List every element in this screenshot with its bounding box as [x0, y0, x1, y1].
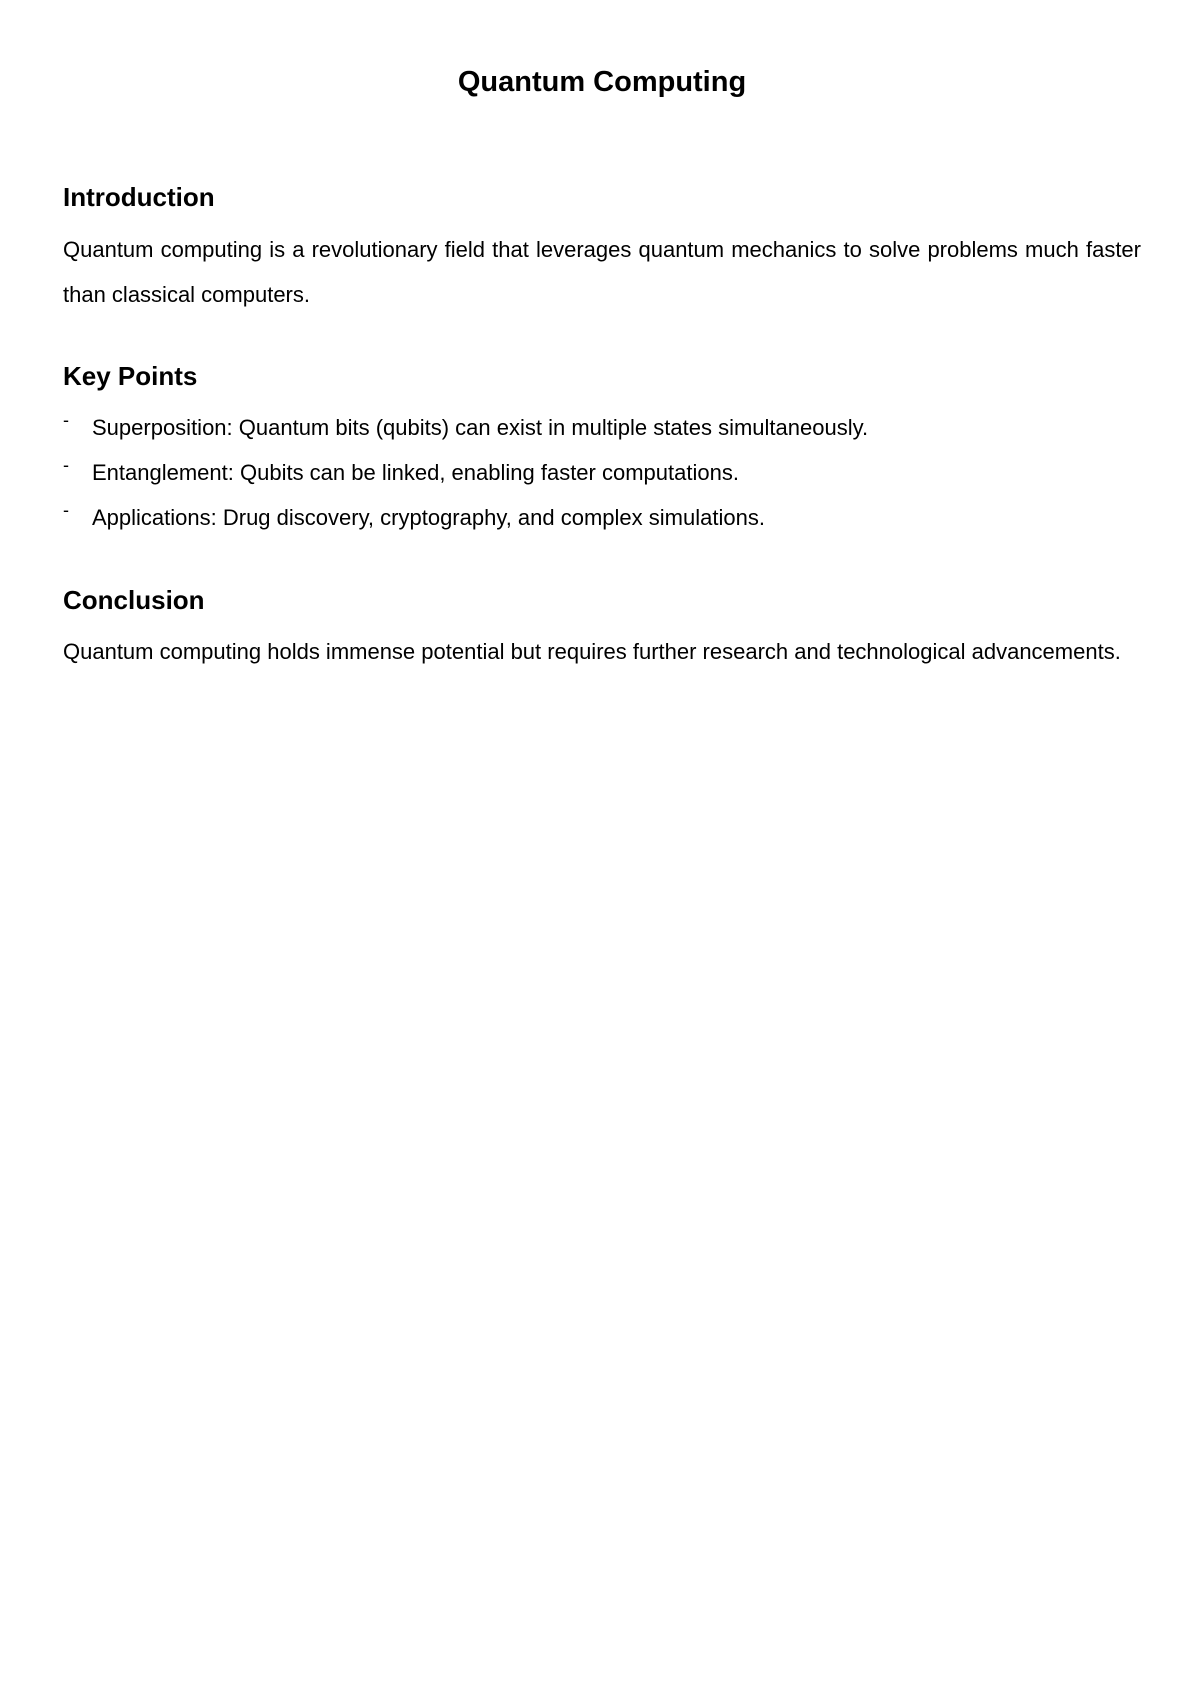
list-item-text: Entanglement: Qubits can be linked, enabling faster computations.	[92, 460, 739, 485]
list-item	[63, 405, 1141, 450]
bullet-dash-icon: -	[63, 455, 69, 475]
conclusion-heading: Conclusion	[63, 585, 205, 615]
introduction-paragraph: Quantum computing is a revolutionary field that leverages quantum mechanics to solve problems much faster than classical computers.	[63, 237, 1141, 307]
list-item-text: Superposition: Quantum bits (qubits) can exist in multiple states simultaneously.	[92, 415, 869, 440]
list-item	[63, 450, 1141, 495]
bullet-dash-icon: -	[63, 410, 69, 430]
bullet-dash-icon: -	[63, 500, 69, 520]
conclusion-paragraph: Quantum computing holds immense potential but requires further research and technological advancements.	[63, 639, 1121, 664]
list-item	[63, 495, 1141, 540]
list-item-text: Applications: Drug discovery, cryptography, and complex simulations.	[92, 505, 765, 530]
key-points-heading: Key Points	[63, 361, 198, 391]
key-points-list	[63, 405, 1141, 540]
document-title: Quantum Computing	[457, 66, 747, 98]
document-page	[63, 0, 1141, 1696]
introduction-heading: Introduction	[63, 182, 215, 212]
